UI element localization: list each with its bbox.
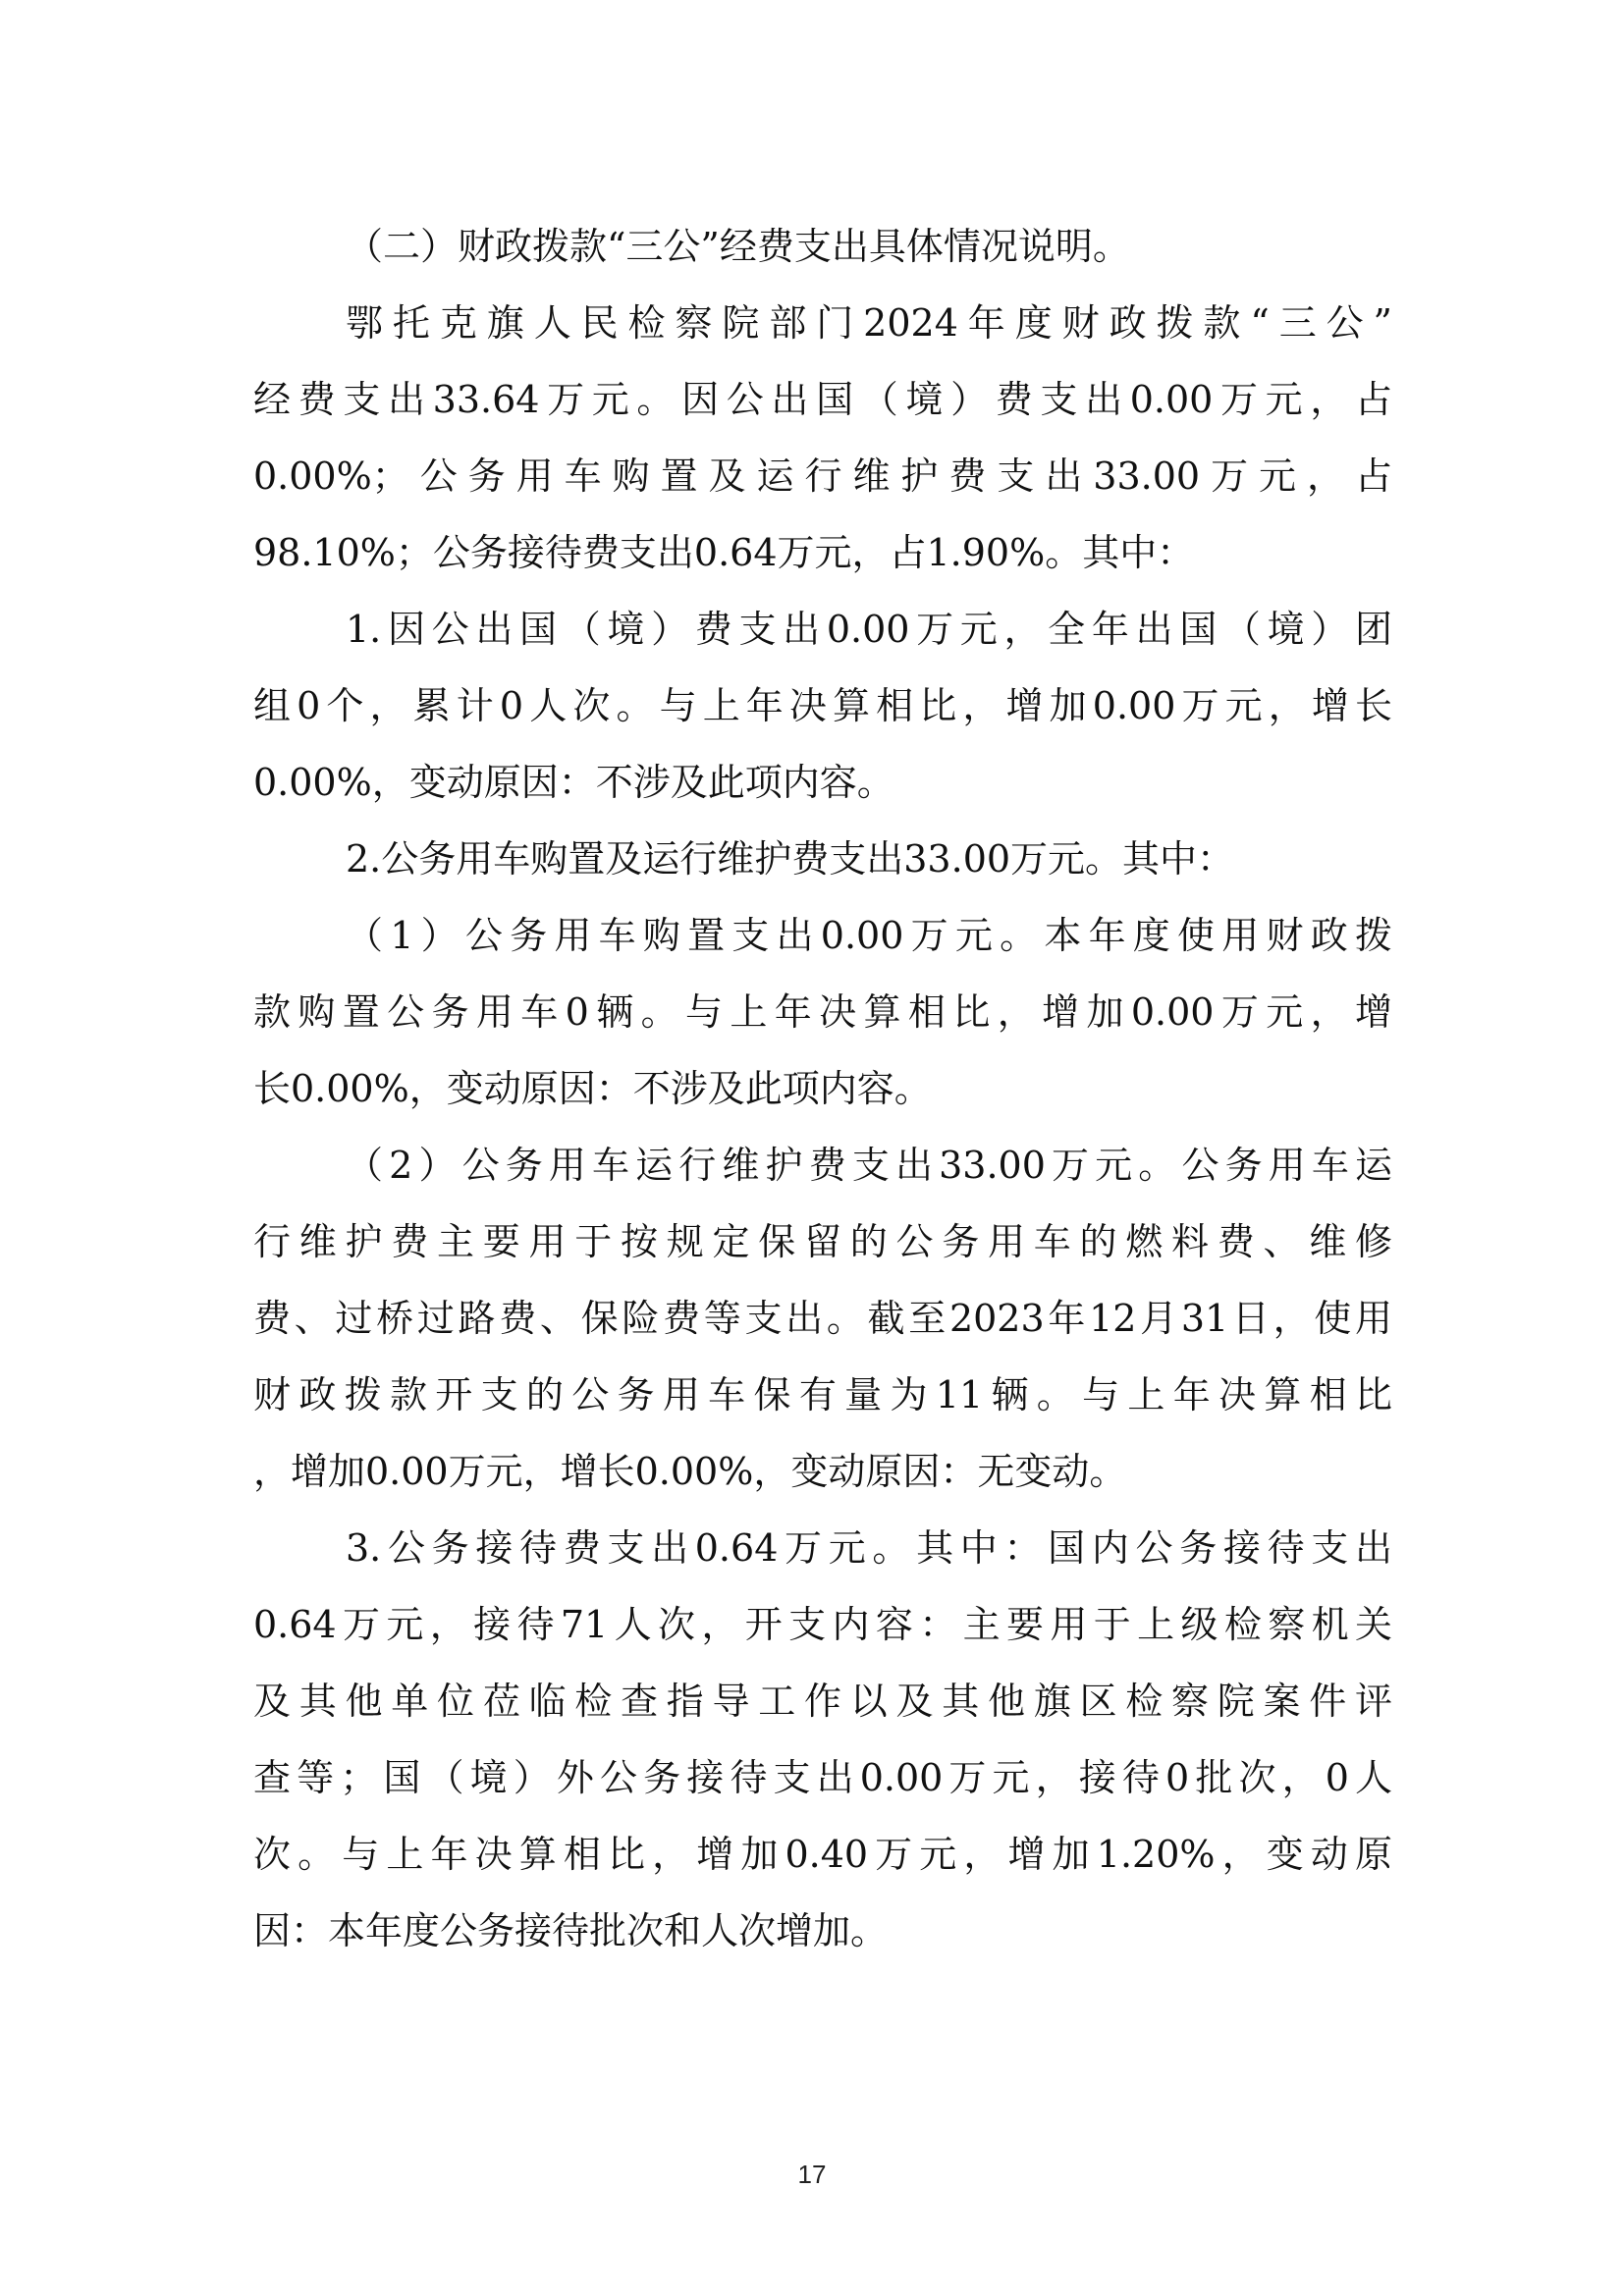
paragraph-line: 1.因公出国（境）费支出0.00万元，全年出国（境）团 <box>346 608 1392 651</box>
paragraph-summary <box>253 285 1392 591</box>
paragraph-line: 次。与上年决算相比，增加0.40万元，增加1.20%，变动原 <box>253 1833 1392 1876</box>
paragraph-line: 行维护费主要用于按规定保留的公务用车的燃料费、维修 <box>253 1220 1392 1263</box>
paragraph-line: （2）公务用车运行维护费支出33.00万元。公务用车运 <box>346 1144 1392 1187</box>
paragraph-line: 查等；国（境）外公务接待支出0.00万元，接待0批次，0人 <box>253 1756 1392 1799</box>
paragraph-item-2 <box>253 821 1392 897</box>
paragraph-line: 因：本年度公务接待批次和人次增加。 <box>253 1909 889 1952</box>
paragraph-item-3 <box>253 1510 1392 1969</box>
paragraph-item-2-1 <box>253 897 1392 1127</box>
paragraph-line: 及其他单位莅临检查指导工作以及其他旗区检察院案件评 <box>253 1680 1392 1723</box>
paragraph-line: 0.64万元，接待71人次，开支内容：主要用于上级检察机关 <box>253 1603 1392 1646</box>
paragraph-line: 费、过桥过路费、保险费等支出。截至2023年12月31日，使用 <box>253 1297 1392 1340</box>
paragraph-line: 组0个，累计0人次。与上年决算相比，增加0.00万元，增长 <box>253 684 1392 727</box>
paragraph-line: 98.10%；公务接待费支出0.64万元，占1.90%。其中： <box>253 531 1195 574</box>
paragraph-line: 款购置公务用车0辆。与上年决算相比，增加0.00万元，增 <box>253 990 1392 1034</box>
paragraph-line: 2.公务用车购置及运行维护费支出33.00万元。其中： <box>346 837 1235 881</box>
paragraph-line: 经费支出33.64万元。因公出国（境）费支出0.00万元，占 <box>253 378 1392 421</box>
page-number: 17 <box>797 2160 827 2189</box>
paragraph-item-2-2 <box>253 1127 1392 1510</box>
paragraph-line: 长0.00%，变动原因：不涉及此项内容。 <box>253 1067 932 1110</box>
paragraph-line: 鄂托克旗人民检察院部门2024年度财政拨款“三公” <box>346 301 1392 345</box>
document-body <box>253 208 1392 1969</box>
paragraph-line: 0.00%，变动原因：不涉及此项内容。 <box>253 761 894 804</box>
paragraph-line: 财政拨款开支的公务用车保有量为11辆。与上年决算相比 <box>253 1373 1392 1416</box>
paragraph-line: （1）公务用车购置支出0.00万元。本年度使用财政拨 <box>346 914 1392 957</box>
paragraph-item-1 <box>253 591 1392 821</box>
paragraph-line: ，增加0.00万元，增长0.00%，变动原因：无变动。 <box>253 1450 1127 1493</box>
paragraph-line: 0.00%；公务用车购置及运行维护费支出33.00万元，占 <box>253 454 1392 498</box>
section-heading: （二）财政拨款“三公”经费支出具体情况说明。 <box>346 225 1130 268</box>
paragraph-line: 3.公务接待费支出0.64万元。其中：国内公务接待支出 <box>346 1526 1392 1570</box>
